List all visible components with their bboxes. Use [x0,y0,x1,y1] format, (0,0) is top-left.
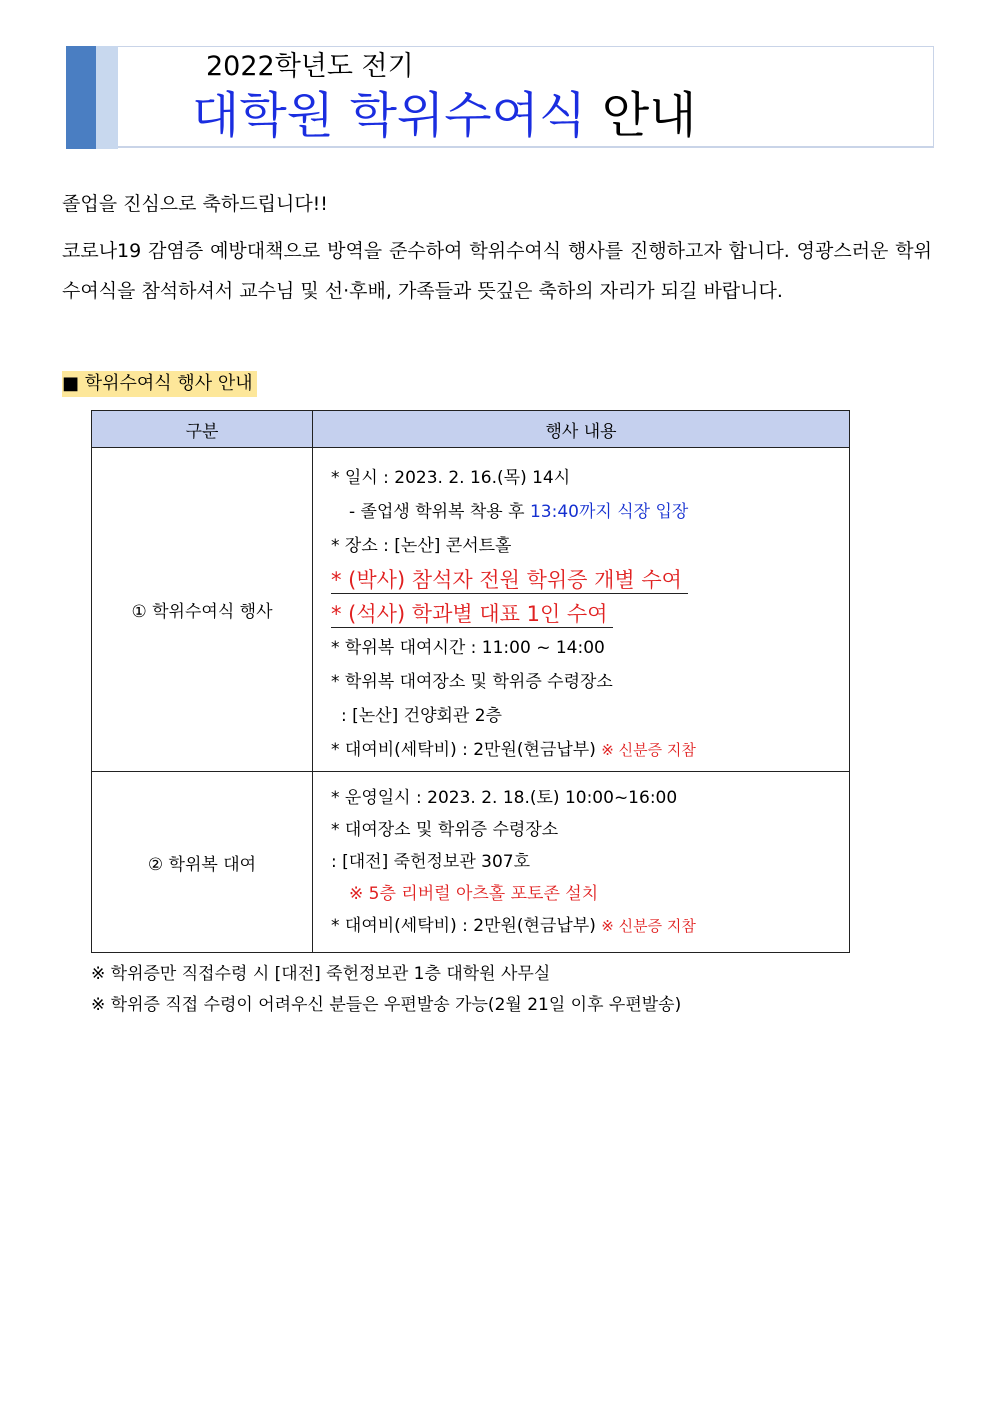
table-header-category: 구분 [92,411,313,448]
footnote: ※ 학위증만 직접수령 시 [대전] 죽헌정보관 1층 대학원 사무실 [91,964,551,984]
ceremony-entry-time: 13:40까지 식장 입장 [529,502,689,522]
table-row [92,448,850,772]
ceremony-date: * 일시 : 2023. 2. 16.(목) 14시 [331,468,571,488]
page-title-blue: 대학원 학위수여식 [192,87,587,144]
gown-place-detail: : [대전] 죽헌정보관 307호 [331,852,531,872]
rental-fee-note: ※ 신분증 지참 [601,741,696,759]
ceremony-phd [331,563,849,597]
intro-paragraph: 코로나19 감염증 예방대책으로 방역을 준수하여 학위수여식 행사를 진행하고자 합니다. 영광스러운 학위수여식을 참석하셔서 교수님 및 선·후배, 가족들과 뜻깊은 축하의 자리가 되길 바랍니다. [62,240,932,302]
row-content-ceremony [313,448,850,772]
gown-photo-zone: ※ 5층 리버럴 아츠홀 포토존 설치 [349,884,599,904]
title-accent-bar [66,46,96,149]
title-subtitle: 2022학년도 전기 [206,51,414,82]
gown-fee-text: * 대여비(세탁비) : 2만원(현금납부) [331,916,596,936]
table-row [92,772,850,953]
row-content-gown [313,772,850,953]
intro-greeting: 졸업을 진심으로 축하드립니다!! [62,193,328,215]
row-label-gown: ② 학위복 대여 [92,772,313,953]
page-title-black: 안내 [601,87,697,144]
event-table [91,410,850,953]
ceremony-masters-text: * (석사) 학과별 대표 1인 수여 [331,602,613,628]
gown-fee-note: ※ 신분증 지참 [601,917,696,935]
rental-place: * 학위복 대여장소 및 학위증 수령장소 [331,672,613,692]
ceremony-entry [331,495,849,529]
ceremony-phd-text: * (박사) 참석자 전원 학위증 개별 수여 [331,568,688,594]
ceremony-masters [331,597,849,631]
rental-time: * 학위복 대여시간 : 11:00 ~ 14:00 [331,638,605,658]
table-header-row [92,411,850,448]
page-title [192,85,697,147]
section-heading: ■ 학위수여식 행사 안내 [62,371,257,397]
gown-period: * 운영일시 : 2023. 2. 18.(토) 10:00~16:00 [331,788,678,808]
rental-fee-text: * 대여비(세탁비) : 2만원(현금납부) [331,740,596,760]
rental-place-detail: : [논산] 건양회관 2층 [341,706,502,726]
row-label-ceremony: ① 학위수여식 행사 [92,448,313,772]
footnote: ※ 학위증 직접 수령이 어려우신 분들은 우편발송 가능(2월 21일 이후 우편발송) [91,995,682,1015]
ceremony-entry-prefix: - 졸업생 학위복 착용 후 [349,502,525,522]
rental-fee [331,733,849,767]
table-header-content: 행사 내용 [313,411,850,448]
title-accent-bar-light [96,46,118,149]
gown-fee [331,910,849,942]
gown-place: * 대여장소 및 학위증 수령장소 [331,820,559,840]
ceremony-place: * 장소 : [논산] 콘서트홀 [331,536,512,556]
